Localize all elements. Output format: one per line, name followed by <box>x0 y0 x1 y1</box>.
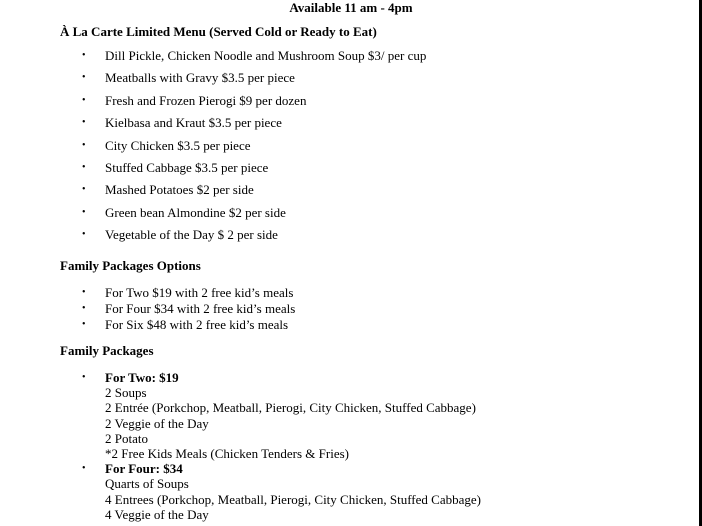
package-line: 2 Soups <box>105 385 147 400</box>
package-title: For Four: $34 <box>105 461 183 477</box>
bullet-icon: • <box>82 206 86 218</box>
list-item: • Mashed Potatoes $2 per side <box>82 182 254 198</box>
family-packages-list <box>0 370 481 522</box>
list-item: • Vegetable of the Day $ 2 per side <box>82 227 278 243</box>
list-item: • Stuffed Cabbage $3.5 per piece <box>82 159 269 175</box>
alacarte-list <box>0 48 426 250</box>
family-options-list <box>0 285 295 333</box>
package-line: 2 Potato <box>105 430 148 446</box>
availability-hours: Available 11 am - 4pm <box>289 0 413 15</box>
bullet-icon: • <box>82 229 86 241</box>
package-line: 2 Veggie of the Day <box>105 415 209 431</box>
list-item: • Meatballs with Gravy $3.5 per piece <box>82 70 295 86</box>
package-line: 4 Veggie of the Day <box>105 507 209 523</box>
package-two <box>0 370 481 461</box>
bullet-icon: • <box>82 94 86 106</box>
alacarte-heading: À La Carte Limited Menu (Served Cold or Ready to Eat) <box>60 24 377 39</box>
bullet-icon: • <box>82 303 86 314</box>
bullet-icon: • <box>82 72 86 84</box>
package-line: 2 Entrée (Porkchop, Meatball, Pierogi, City Chicken, Stuffed Cabbage) <box>105 400 476 416</box>
package-line: Quarts of Soups <box>105 476 189 492</box>
list-item: • For Four $34 with 2 free kid’s meals <box>82 301 296 316</box>
bullet-icon: • <box>82 117 86 129</box>
package-four <box>0 461 481 522</box>
list-item: • Green bean Almondine $2 per side <box>82 204 286 220</box>
package-title: For Two: $19 <box>105 370 179 385</box>
family-options-heading: Family Packages Options <box>60 258 201 273</box>
bullet-icon: • <box>82 287 86 298</box>
bullet-icon: • <box>82 319 86 330</box>
bullet-icon: • <box>82 139 86 151</box>
bullet-icon: • <box>82 161 86 173</box>
bullet-icon: • <box>82 50 86 61</box>
bullet-icon: • <box>82 184 86 196</box>
list-item: • Dill Pickle, Chicken Noodle and Mushroom Soup $3/ per cup <box>82 48 427 63</box>
list-item: • Kielbasa and Kraut $3.5 per piece <box>82 115 282 131</box>
list-item: • City Chicken $3.5 per piece <box>82 137 251 153</box>
list-item: • For Six $48 with 2 free kid’s meals <box>82 317 289 332</box>
bullet-icon: • <box>82 372 86 383</box>
list-item: • For Two $19 with 2 free kid’s meals <box>82 285 294 300</box>
package-line: *2 Free Kids Meals (Chicken Tenders & Fries) <box>105 446 349 462</box>
family-packages-heading: Family Packages <box>60 343 154 358</box>
package-line: 4 Entrees (Porkchop, Meatball, Pierogi, City Chicken, Stuffed Cabbage) <box>105 491 481 507</box>
list-item: • Fresh and Frozen Pierogi $9 per dozen <box>82 92 307 108</box>
bullet-icon: • <box>82 463 86 475</box>
